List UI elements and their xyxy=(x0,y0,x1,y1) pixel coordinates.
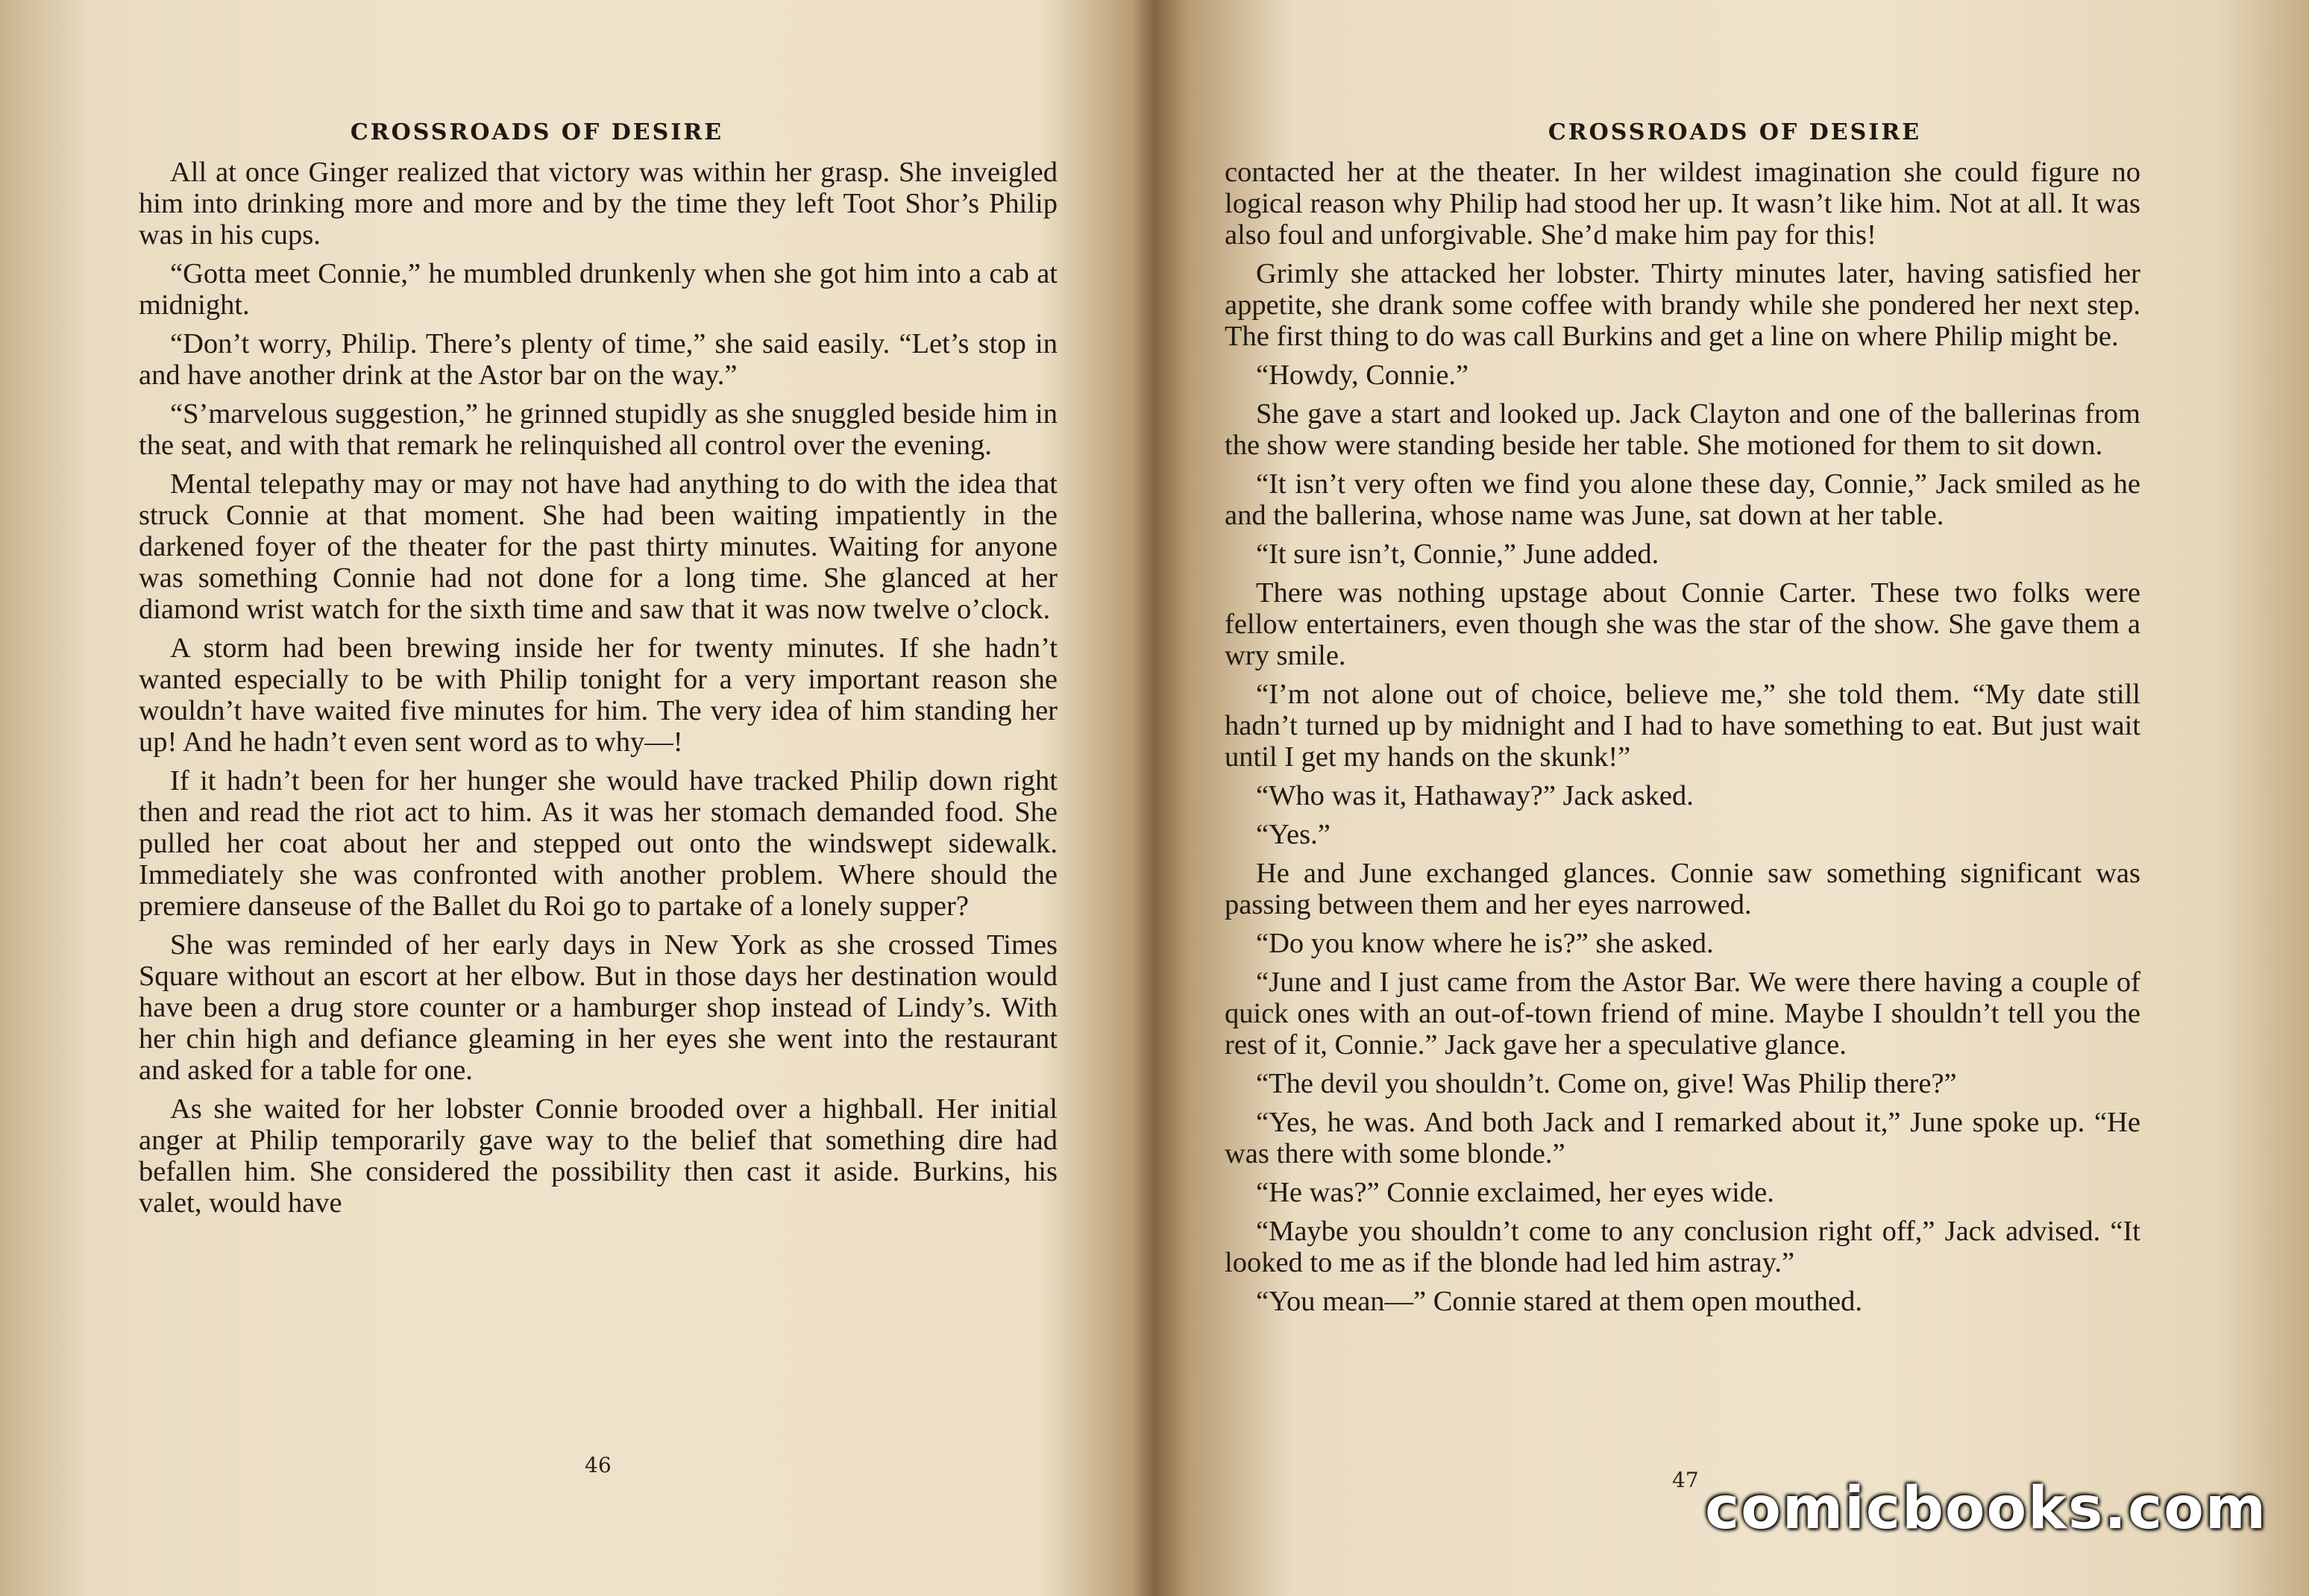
paragraph: A storm had been brewing inside her for twenty minutes. If she hadn’t wanted especially to be with Philip tonight for a very important reason she wouldn’t have waited five minutes for him. The very idea of him standing her up! And he hadn’t even sent word as to why—! xyxy=(139,632,1058,758)
paragraph: “Yes, he was. And both Jack and I remarked about it,” June spoke up. “He was there with some blonde.” xyxy=(1225,1107,2140,1169)
paragraph: “Don’t worry, Philip. There’s plenty of time,” she said easily. “Let’s stop in and have another drink at the Astor bar on the way.” xyxy=(139,328,1058,391)
running-head: CROSSROADS OF DESIRE xyxy=(1548,119,1922,145)
paragraph: He and June exchanged glances. Connie saw something significant was passing between them and her eyes narrowed. xyxy=(1225,858,2140,920)
paragraph: She was reminded of her early days in New York as she crossed Times Square without an escort at her elbow. But in those days her destination would have been a drug store counter or a hamburger shop instead of Lindy’s. With her chin high and defiance gleaming in her eyes she went into the restaurant and asked for a table for one. xyxy=(139,929,1058,1086)
paragraph: “He was?” Connie exclaimed, her eyes wide. xyxy=(1256,1177,1774,1208)
paragraph: “I’m not alone out of choice, believe me,” she told them. “My date still hadn’t turned up by midnight and I had to have something to eat. But just wait until I get my hands on the skunk!” xyxy=(1225,679,2140,773)
paragraph: There was nothing upstage about Connie Carter. These two folks were fellow entertainers, even though she was the star of the show. She gave them a wry smile. xyxy=(1225,577,2140,671)
paragraph: All at once Ginger realized that victory was within her grasp. She inveigled him into drinking more and more and by the time they left Toot Shor’s Philip was in his cups. xyxy=(139,157,1058,251)
paragraph: “Yes.” xyxy=(1256,819,1331,850)
paragraph: “It sure isn’t, Connie,” June added. xyxy=(1256,538,1659,570)
left-page xyxy=(0,0,1149,1596)
paragraph: She gave a start and looked up. Jack Clayton and one of the ballerinas from the show were standing beside her table. She motioned for them to sit down. xyxy=(1225,398,2140,461)
watermark: comicbooks.com xyxy=(1705,1475,2268,1542)
paragraph: “It isn’t very often we find you alone these day, Connie,” Jack smiled as he and the ballerina, whose name was June, sat down at her table. xyxy=(1225,468,2140,531)
page-body-text xyxy=(1225,157,2140,1325)
paragraph: “S’marvelous suggestion,” he grinned stupidly as she snuggled beside him in the seat, and with that remark he relinquished all control over the evening. xyxy=(139,398,1058,461)
paragraph: “Howdy, Connie.” xyxy=(1256,359,1469,391)
paragraph: If it hadn’t been for her hunger she would have tracked Philip down right then and read the riot act to him. As it was her stomach demanded food. She pulled her coat about her and stepped out onto the windswept sidewalk. Immediately she was confronted with another problem. Where should the premiere danseuse of the Ballet du Roi go to partake of a lonely supper? xyxy=(139,765,1058,922)
page-body-text xyxy=(139,157,1058,1226)
paragraph: Grimly she attacked her lobster. Thirty minutes later, having satisfied her appetite, she drank some coffee with brandy while she pondered her next step. The first thing to do was call Burkins and get a line on where Philip might be. xyxy=(1225,258,2140,352)
paragraph: “Who was it, Hathaway?” Jack asked. xyxy=(1256,780,1694,811)
paragraph: Mental telepathy may or may not have had anything to do with the idea that struck Connie at that moment. She had been waiting impatiently in the darkened foyer of the theater for the past thirty minutes. Waiting for anyone was something Connie had not done for a long time. She glanced at her diamond wrist watch for the sixth time and saw that it was now twelve o’clock. xyxy=(139,468,1058,625)
paragraph: “The devil you shouldn’t. Come on, give! Was Philip there?” xyxy=(1256,1068,1957,1099)
paragraph: contacted her at the theater. In her wildest imagination she could figure no logical reason why Philip had stood her up. It wasn’t like him. Not at all. It was also foul and unforgivable. She’d make him pay for this! xyxy=(1225,157,2140,251)
paragraph: As she waited for her lobster Connie brooded over a highball. Her initial anger at Philip temporarily gave way to the belief that something dire had befallen him. She considered the possibility then cast it aside. Burkins, his valet, would have xyxy=(139,1093,1058,1219)
paragraph: “June and I just came from the Astor Bar. We were there having a couple of quick ones with an out-of-town friend of mine. Maybe I shouldn’t tell you the rest of it, Connie.” Jack gave her a speculative glance. xyxy=(1225,967,2140,1061)
page-number: 47 xyxy=(1672,1468,1699,1492)
right-page xyxy=(1160,0,2309,1596)
paragraph: “Gotta meet Connie,” he mumbled drunkenly when she got him into a cab at midnight. xyxy=(139,258,1058,321)
paragraph: “Do you know where he is?” she asked. xyxy=(1256,928,1714,959)
paragraph: “You mean—” Connie stared at them open mouthed. xyxy=(1256,1286,1862,1317)
paragraph: “Maybe you shouldn’t come to any conclusion right off,” Jack advised. “It looked to me as if the blonde had led him astray.” xyxy=(1225,1216,2140,1278)
running-head: CROSSROADS OF DESIRE xyxy=(350,119,724,145)
page-number: 46 xyxy=(585,1453,612,1477)
